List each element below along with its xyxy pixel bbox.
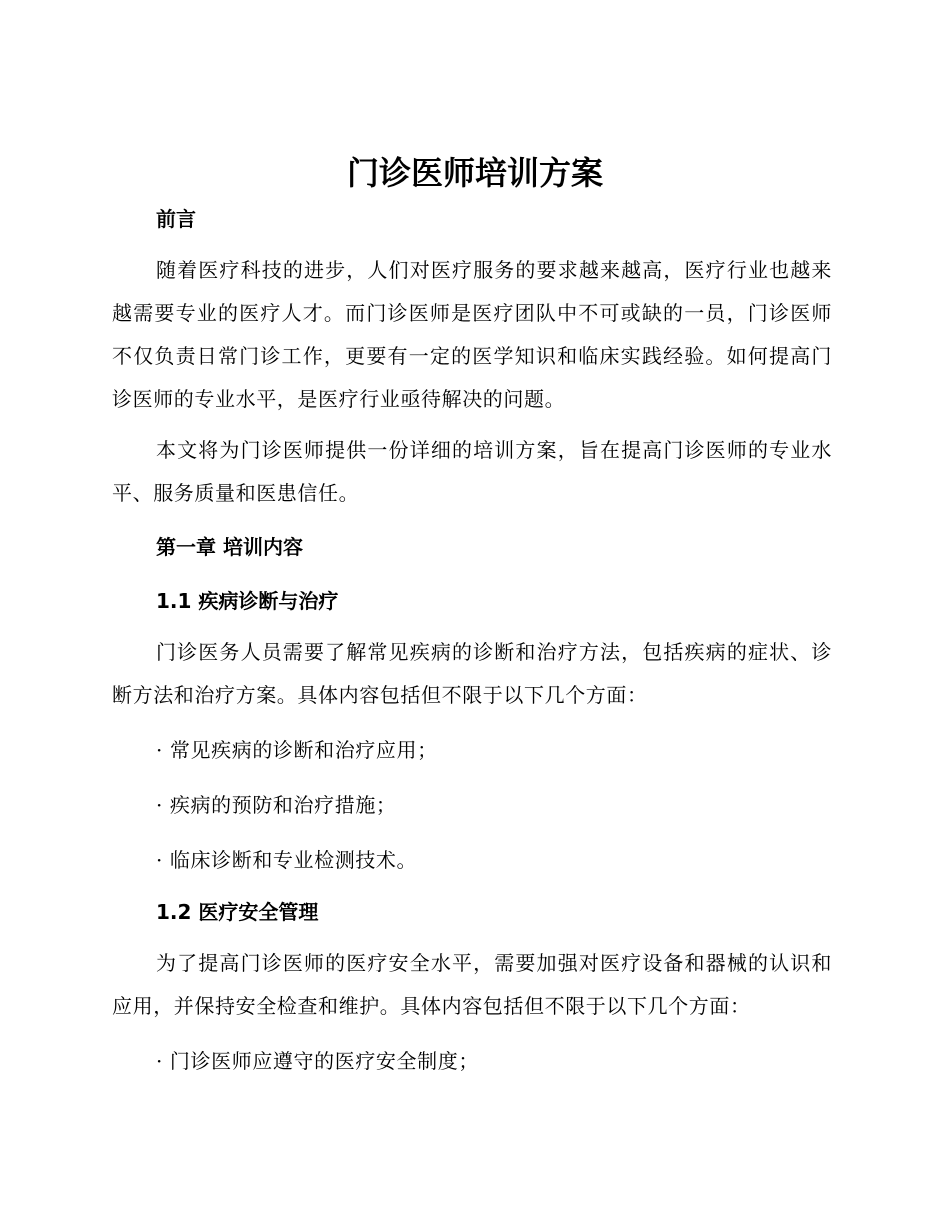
page-title: 门诊医师培训方案 [346, 154, 603, 192]
list-item: · 常见疾病的诊断和治疗应用； [156, 738, 438, 762]
subsection-heading-1-2: 1.2 医疗安全管理 [156, 900, 319, 924]
chapter-heading-1: 第一章 培训内容 [156, 535, 303, 559]
list-item: · 临床诊断和专业检测技术。 [156, 848, 418, 872]
document-body [112, 195, 832, 1089]
subsection-heading-1-1: 1.1 疾病诊断与治疗 [156, 589, 339, 613]
list-item: · 门诊医师应遵守的医疗安全制度； [156, 1049, 479, 1073]
paragraph-preface-1: 随着医疗科技的进步，人们对医疗服务的要求越来越高，医疗行业也越来越需要专业的医疗人才。而门诊医师是医疗团队中不可或缺的一员，门诊医师不仅负责日常门诊工作，更要有一定的医学知识和临床实践经验。如何提高门诊医师的专业水平，是医疗行业亟待解决的问题。 [112, 258, 832, 411]
list-item: · 疾病的预防和治疗措施； [156, 793, 397, 817]
paragraph-1-1: 门诊医务人员需要了解常见疾病的诊断和治疗方法，包括疾病的症状、诊断方法和治疗方案。具体内容包括但不限于以下几个方面： [112, 640, 832, 707]
paragraph-1-2: 为了提高门诊医师的医疗安全水平，需要加强对医疗设备和器械的认识和应用，并保持安全检查和维护。具体内容包括但不限于以下几个方面： [112, 951, 832, 1018]
section-heading-preface: 前言 [156, 207, 196, 231]
paragraph-preface-2: 本文将为门诊医师提供一份详细的培训方案，旨在提高门诊医师的专业水平、服务质量和医患信任。 [112, 438, 832, 505]
